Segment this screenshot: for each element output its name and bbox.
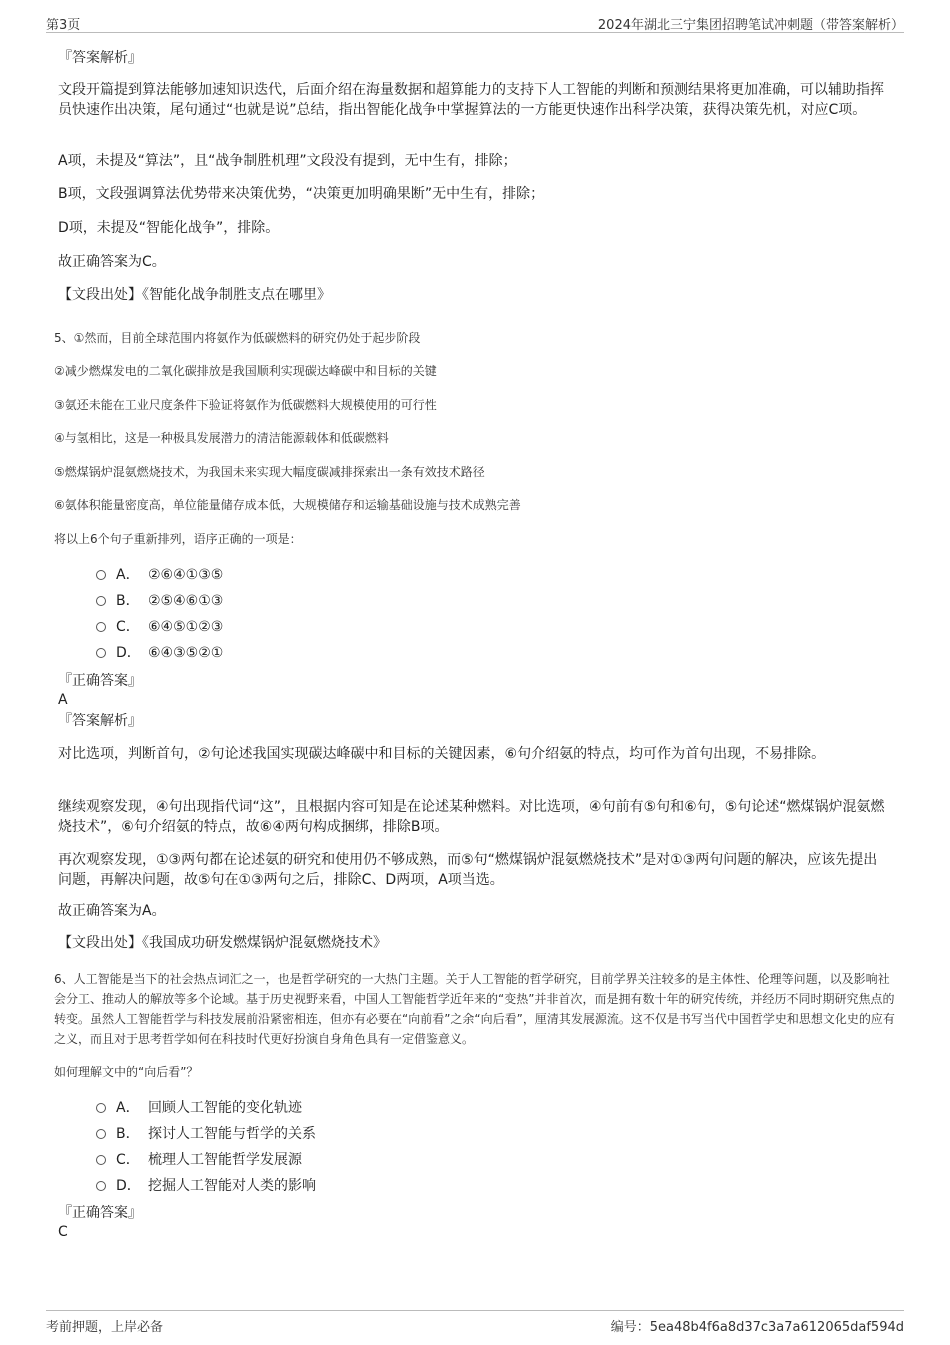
document-id: 编号：5ea48b4f6a8d37c3a7a612065daf594d bbox=[610, 1320, 904, 1335]
radio-icon[interactable] bbox=[96, 622, 106, 632]
q6-answer-label: 『正确答案』 bbox=[58, 1205, 142, 1221]
q5-sentence-3: ③氨还未能在工业尺度条件下验证将氨作为低碳燃料大规模使用的可行性 bbox=[54, 398, 437, 412]
q5-analysis-paragraph-1: 对比选项，判断首句，②句论述我国实现碳达峰碳中和目标的关键因素，⑥句介绍氨的特点，均可作为首句出现，不易排除。 bbox=[58, 746, 826, 762]
footer-slogan: 考前押题，上岸必备 bbox=[46, 1320, 164, 1335]
q5-sentence-6: ⑥氨体积能量密度高，单位能量储存成本低，大规模储存和运输基础设施与技术成熟完善 bbox=[54, 498, 521, 512]
radio-icon[interactable] bbox=[96, 1155, 106, 1165]
q5-sentence-5: ⑤燃煤锅炉混氨燃烧技术，为我国未来实现大幅度碳减排探索出一条有效技术路径 bbox=[54, 465, 485, 479]
q5-analysis-label: 『答案解析』 bbox=[58, 713, 142, 729]
radio-icon[interactable] bbox=[96, 570, 106, 580]
q6-option-b[interactable]: B． 探讨人工智能与哲学的关系 bbox=[96, 1124, 316, 1144]
q4-analysis-option-b: B项，文段强调算法优势带来决策优势，“决策更加明确果断”无中生有，排除； bbox=[58, 186, 545, 202]
q4-conclusion: 故正确答案为C。 bbox=[58, 254, 166, 270]
q5-source: 【文段出处】《我国成功研发燃煤锅炉混氨燃烧技术》 bbox=[58, 935, 387, 951]
radio-icon[interactable] bbox=[96, 1129, 106, 1139]
radio-icon[interactable] bbox=[96, 596, 106, 606]
q4-analysis-label: 『答案解析』 bbox=[58, 50, 142, 66]
q5-sentence-2: ②减少燃煤发电的二氧化碳排放是我国顺利实现碳达峰碳中和目标的关键 bbox=[54, 364, 437, 378]
page-footer bbox=[46, 1310, 904, 1337]
radio-icon[interactable] bbox=[96, 1181, 106, 1191]
q5-stem: 将以上6个句子重新排列，语序正确的一项是： bbox=[54, 532, 302, 546]
q5-option-b[interactable]: B． ②⑤④⑥①③ bbox=[96, 591, 223, 611]
q5-option-a[interactable]: A． ②⑥④①③⑤ bbox=[96, 565, 223, 585]
page-number: 第3页 bbox=[46, 18, 81, 33]
q5-option-c[interactable]: C． ⑥④⑤①②③ bbox=[96, 617, 223, 637]
q5-conclusion: 故正确答案为A。 bbox=[58, 903, 166, 919]
q6-stem: 如何理解文中的“向后看”？ bbox=[54, 1065, 199, 1079]
q6-option-c[interactable]: C． 梳理人工智能哲学发展源 bbox=[96, 1150, 302, 1170]
q5-option-d[interactable]: D． ⑥④③⑤②① bbox=[96, 643, 223, 663]
q5-answer: A bbox=[58, 692, 68, 708]
q6-answer: C bbox=[58, 1224, 68, 1240]
q6-passage: 6、人工智能是当下的社会热点词汇之一，也是哲学研究的一大热门主题。关于人工智能的哲学研究，目前学界关注较多的是主体性、伦理等问题，以及影响社会分工、推动人的解放等多个论域。基于历史视野来看，中国人工智能哲学近年来的“变热”并非首次，而是拥有数十年的研究传统，并经历不同时期研究焦点的转变。虽然人工智能哲学与科技发展前沿紧密相连，但亦有必要在“向前看”之余“向后看”，厘清其发展源流。这不仅是书写当代中国哲学史和思想文化史的应有之义，而且对于思考哲学如何在科技时代更好扮演自身角色具有一定借鉴意义。 bbox=[54, 972, 895, 1046]
q6-option-d[interactable]: D． 挖掘人工智能对人类的影响 bbox=[96, 1176, 316, 1196]
q5-analysis-paragraph-3: 再次观察发现，①③两句都在论述氨的研究和使用仍不够成熟，而⑤句“燃煤锅炉混氨燃烧技术”是对①③两句问题的解决，应该先提出问题，再解决问题，故⑤句在①③两句之后，排除C、D两项，A项当选。 bbox=[58, 852, 878, 888]
q5-analysis-paragraph-2: 继续观察发现，④句出现指代词“这”，且根据内容可知是在论述某种燃料。对比选项，④句前有⑤句和⑥句，⑤句论述“燃煤锅炉混氨燃烧技术”，⑥句介绍氨的特点，故⑥④两句构成捆绑，排除B项。 bbox=[58, 799, 885, 835]
page-header bbox=[46, 12, 904, 33]
q4-source: 【文段出处】《智能化战争制胜支点在哪里》 bbox=[58, 287, 331, 303]
q5-sentence-1: 5、①然而，目前全球范围内将氨作为低碳燃料的研究仍处于起步阶段 bbox=[54, 331, 421, 345]
q6-option-a[interactable]: A． 回顾人工智能的变化轨迹 bbox=[96, 1098, 302, 1118]
q4-analysis-option-d: D项，未提及“智能化战争”，排除。 bbox=[58, 220, 280, 236]
radio-icon[interactable] bbox=[96, 1103, 106, 1113]
q5-answer-label: 『正确答案』 bbox=[58, 673, 142, 689]
q5-sentence-4: ④与氢相比，这是一种极具发展潜力的清洁能源载体和低碳燃料 bbox=[54, 431, 389, 445]
document-title: 2024年湖北三宁集团招聘笔试冲刺题（带答案解析） bbox=[597, 18, 904, 33]
radio-icon[interactable] bbox=[96, 648, 106, 658]
q4-analysis-paragraph: 文段开篇提到算法能够加速知识迭代，后面介绍在海量数据和超算能力的支持下人工智能的判断和预测结果将更加准确，可以辅助指挥员快速作出决策，尾句通过“也就是说”总结，指出智能化战争中掌握算法的一方能更快速作出科学决策，获得决策先机，对应C项。 bbox=[58, 82, 884, 118]
q4-analysis-option-a: A项，未提及“算法”，且“战争制胜机理”文段没有提到，无中生有，排除； bbox=[58, 153, 517, 169]
